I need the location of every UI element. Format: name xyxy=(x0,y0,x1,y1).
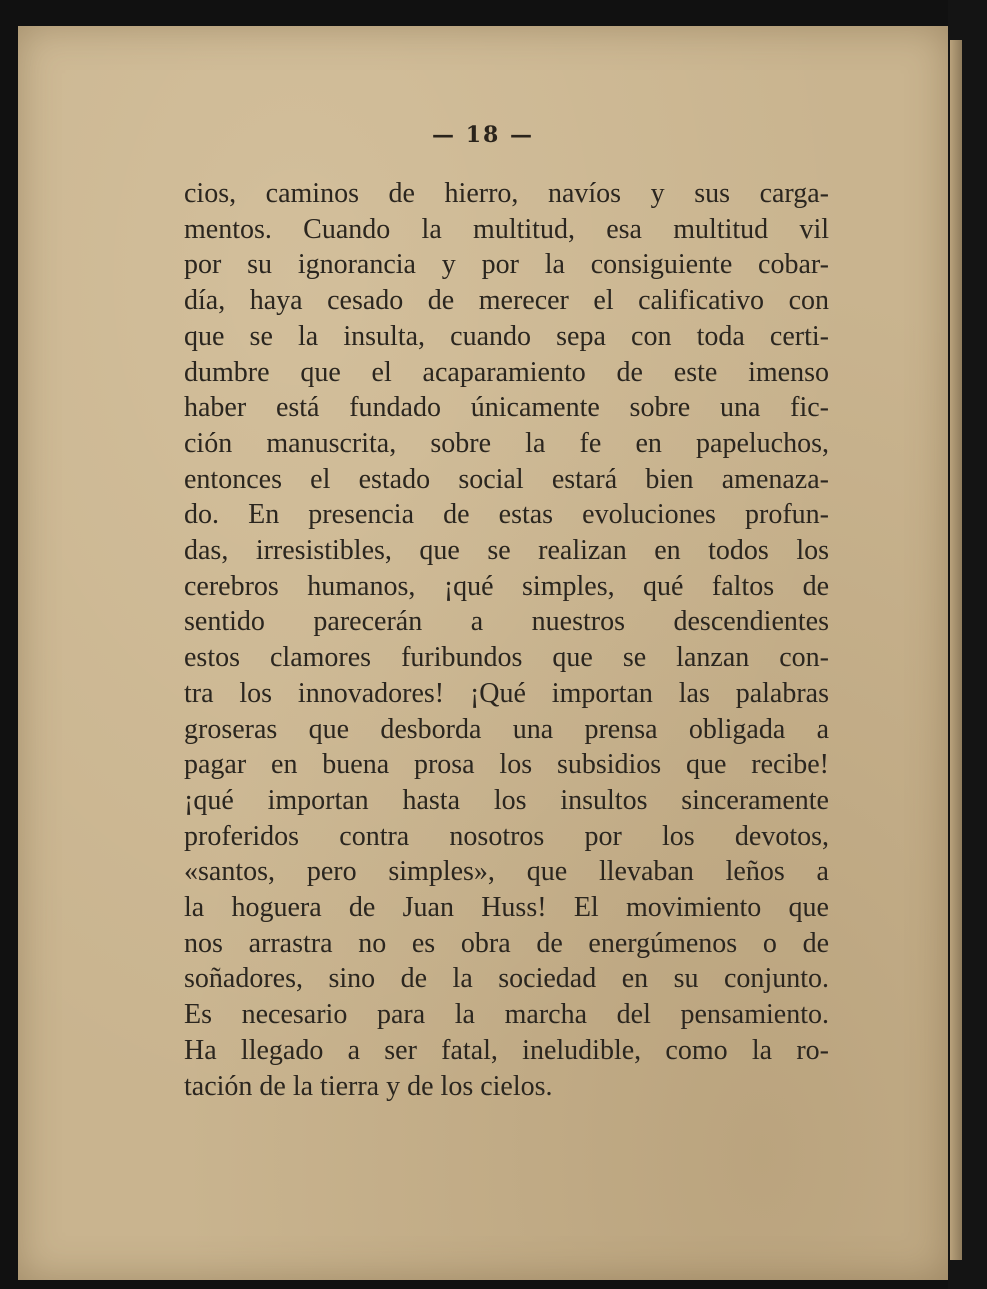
text-line: nos arrastra no es obra de energúmenos o de xyxy=(184,927,829,959)
text-line: tación de la tierra y de los cielos. xyxy=(184,1070,553,1102)
adjacent-page-edge xyxy=(950,40,962,1260)
text-line: proferidos contra nosotros por los devotos, xyxy=(184,820,829,852)
text-line: cerebros humanos, ¡qué simples, qué faltos de xyxy=(184,570,829,602)
text-line: entonces el estado social estará bien amenaza- xyxy=(184,463,829,495)
text-line: ¡qué importan hasta los insultos sinceramente xyxy=(184,784,829,816)
text-line: que se la insulta, cuando sepa con toda certi- xyxy=(184,320,829,352)
text-line: cios, caminos de hierro, navíos y sus carga- xyxy=(184,178,829,209)
body-text xyxy=(184,176,829,1104)
text-line: «santos, pero simples», que llevaban leños a xyxy=(184,856,829,888)
text-line: pagar en buena prosa los subsidios que recibe! xyxy=(184,749,829,781)
text-line: la hoguera de Juan Huss! El movimiento que xyxy=(184,892,829,924)
text-line: estos clamores furibundos que se lanzan con- xyxy=(184,642,829,674)
text-line: mentos. Cuando la multitud, esa multitud vil xyxy=(184,213,829,245)
text-line: sentido parecerán a nuestros descendientes xyxy=(184,606,829,638)
text-line: do. En presencia de estas evoluciones profun- xyxy=(184,499,829,531)
text-line: haber está fundado únicamente sobre una fic- xyxy=(184,392,829,424)
text-line: por su ignorancia y por la consiguiente cobar- xyxy=(184,249,829,281)
text-line: das, irresistibles, que se realizan en todos los xyxy=(184,535,829,567)
text-line: Es necesario para la marcha del pensamiento. xyxy=(184,999,829,1031)
page-number: — 18 — xyxy=(432,122,534,148)
text-line: Ha llegado a ser fatal, ineludible, como la ro- xyxy=(184,1034,829,1066)
text-line: ción manuscrita, sobre la fe en papeluchos, xyxy=(184,427,829,459)
text-line: día, haya cesado de merecer el calificativo con xyxy=(184,285,829,317)
text-line: tra los innovadores! ¡Qué importan las palabras xyxy=(184,677,829,709)
text-line: groseras que desborda una prensa obligada a xyxy=(184,713,829,745)
text-line: dumbre que el acaparamiento de este imenso xyxy=(184,356,829,388)
book-page xyxy=(18,26,948,1280)
text-line: soñadores, sino de la sociedad en su conjunto. xyxy=(184,963,829,995)
